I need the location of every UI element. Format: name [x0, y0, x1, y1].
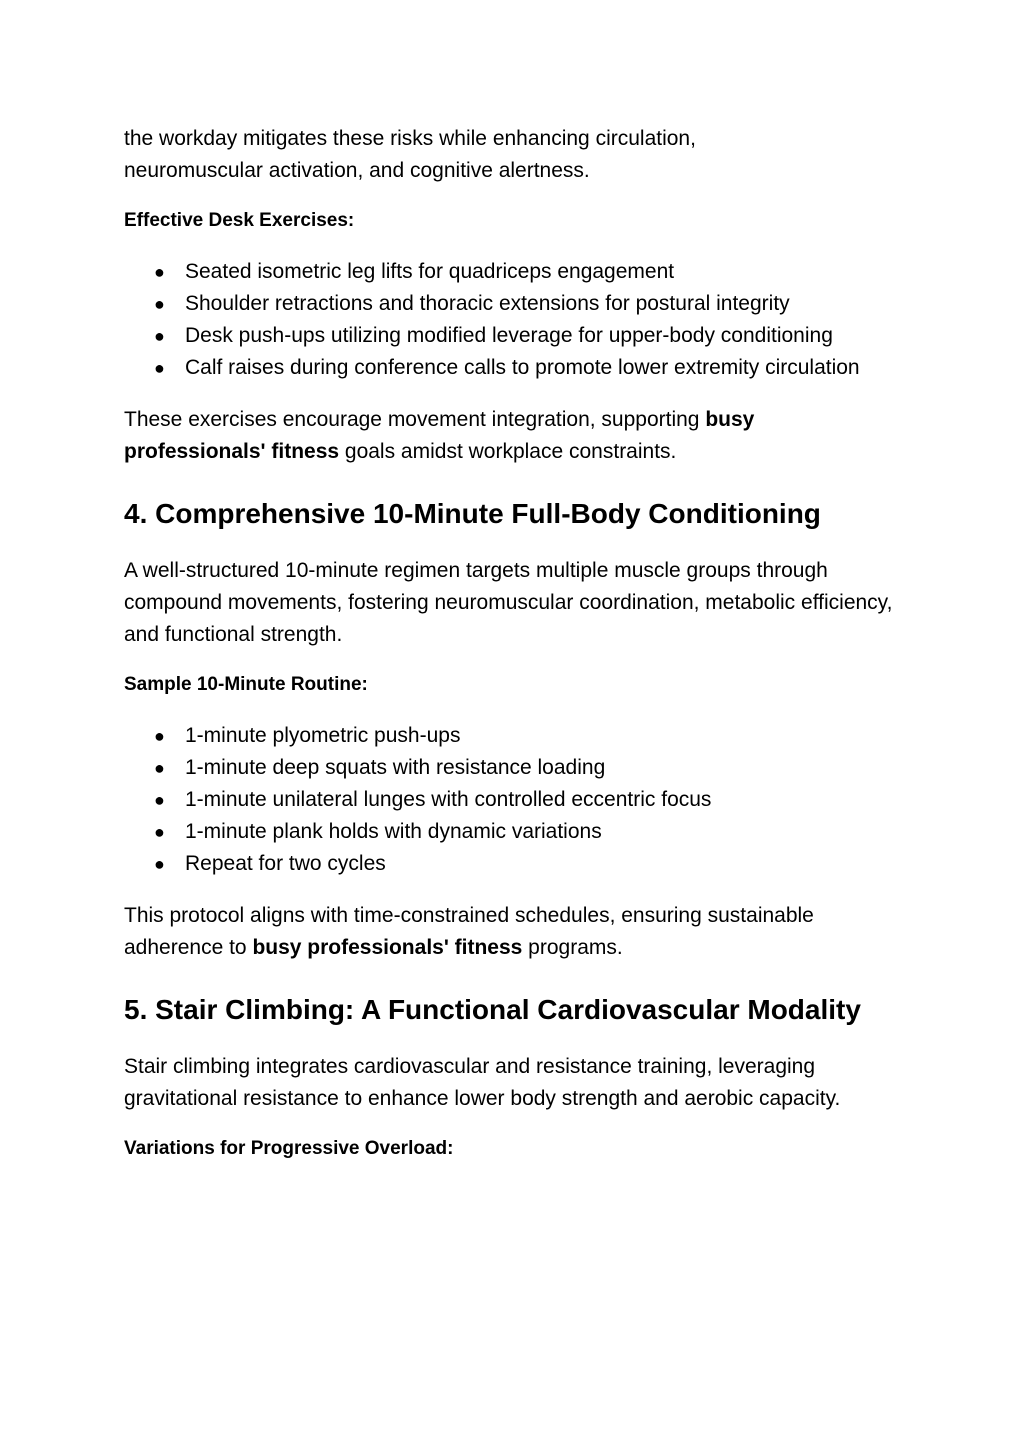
emphasis-text: busy professionals' fitness: [124, 408, 755, 463]
routine-summary-paragraph: This protocol aligns with time-constrained schedules, ensuring sustainable adherence to busy professionals' fitness programs.: [124, 904, 814, 959]
list-item: ● 1-minute plyometric push-ups: [124, 720, 900, 752]
list-item: ● 1-minute unilateral lunges with controlled eccentric focus: [124, 784, 900, 816]
intro-line-1: the workday mitigates these risks while enhancing circulation,: [124, 127, 696, 150]
list-item: ● 1-minute plank holds with dynamic variations: [124, 816, 900, 848]
bullet-icon: ●: [154, 726, 165, 746]
bullet-icon: ●: [154, 790, 165, 810]
bullet-icon: ●: [154, 326, 165, 346]
section-4-heading: 4. Comprehensive 10-Minute Full-Body Conditioning: [124, 498, 821, 529]
bullet-icon: ●: [154, 294, 165, 314]
bullet-icon: ●: [154, 262, 165, 282]
routine-list: [124, 720, 900, 880]
desk-summary-paragraph: These exercises encourage movement integration, supporting busy professionals' fitness goals amidst workplace constraints.: [124, 408, 755, 463]
list-item: ● 1-minute deep squats with resistance loading: [124, 752, 900, 784]
variations-subheading: Variations for Progressive Overload:: [124, 1138, 454, 1159]
bullet-icon: ●: [154, 822, 165, 842]
list-item: ● Repeat for two cycles: [124, 848, 900, 880]
intro-line-2: neuromuscular activation, and cognitive alertness.: [124, 159, 590, 182]
routine-subheading: Sample 10-Minute Routine:: [124, 674, 368, 695]
section-5-heading: 5. Stair Climbing: A Functional Cardiovascular Modality: [124, 994, 861, 1025]
desk-exercises-list: [124, 256, 900, 384]
list-item: ● Seated isometric leg lifts for quadriceps engagement: [124, 256, 900, 288]
bullet-icon: ●: [154, 758, 165, 778]
desk-exercises-subheading: Effective Desk Exercises:: [124, 210, 355, 231]
emphasis-text: busy professionals' fitness: [252, 936, 523, 959]
section-5-intro: Stair climbing integrates cardiovascular and resistance training, leveraging gravitational resistance to enhance lower body strength and aerobic capacity.: [124, 1055, 841, 1110]
list-item: ● Desk push-ups utilizing modified leverage for upper-body conditioning: [124, 320, 900, 352]
bullet-icon: ●: [154, 358, 165, 378]
intro-paragraph: [124, 0, 900, 187]
bullet-icon: ●: [154, 854, 165, 874]
section-4-intro: A well-structured 10-minute regimen targets multiple muscle groups through compound movements, fostering neuromuscular coordination, metabolic efficiency, and functional strength.: [124, 559, 893, 646]
list-item: ● Calf raises during conference calls to promote lower extremity circulation: [124, 352, 900, 384]
list-item: ● Shoulder retractions and thoracic extensions for postural integrity: [124, 288, 900, 320]
